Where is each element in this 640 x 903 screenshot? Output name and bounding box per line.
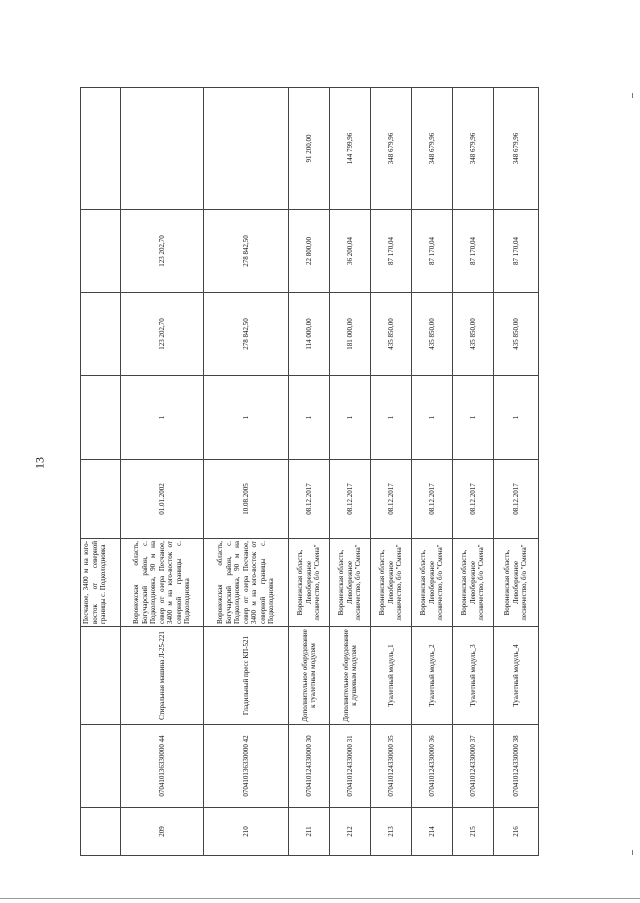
table-row	[453, 88, 494, 856]
acquisition-date: 08.12.2017	[453, 460, 494, 539]
initial-cost: 435 850,00	[371, 293, 412, 376]
asset-address: Воронежская область, Левобережное лесничество, б/о "Смена"	[371, 539, 412, 627]
asset-address: Воронежская область, Богучарский район, с. Подколодновка, 90 м на север от озера Песчаное, 3400 м на юго-восток от северной границы с. Подколодновка	[204, 539, 289, 627]
asset-name: Стиральная машина Л-25-221	[121, 627, 204, 725]
row-number: 214	[412, 808, 453, 856]
page-bottom-edge	[0, 898, 640, 899]
depreciation: 36 200,04	[330, 210, 371, 293]
quantity: 1	[494, 376, 539, 460]
depreciation: 87 170,04	[453, 210, 494, 293]
initial-cost: 278 842,50	[204, 293, 289, 376]
residual-value: 348 679,96	[371, 88, 412, 210]
asset-address: Песчаное, 3400 м на юго-восток от северной границы с. Подколодновка	[81, 539, 121, 627]
row-number	[81, 808, 121, 856]
initial-cost: 123 202,70	[121, 293, 204, 376]
inventory-code: 070410136330000 42	[204, 725, 289, 808]
quantity: 1	[330, 376, 371, 460]
initial-cost: 181 000,00	[330, 293, 371, 376]
asset-table-container	[80, 88, 529, 856]
residual-value: 144 799,96	[330, 88, 371, 210]
inventory-code: 070410124330000 38	[494, 725, 539, 808]
row-number: 216	[494, 808, 539, 856]
asset-name: Гладильный пресс КП-521	[204, 627, 289, 725]
scan-mark-bottom	[632, 850, 633, 855]
inventory-code: 070410124330000 37	[453, 725, 494, 808]
table-row	[494, 88, 539, 856]
initial-cost: 435 850,00	[453, 293, 494, 376]
asset-name	[81, 627, 121, 725]
row-number: 211	[289, 808, 330, 856]
asset-table-rotated	[80, 88, 529, 856]
acquisition-date: 08.12.2017	[371, 460, 412, 539]
initial-cost: 435 850,00	[412, 293, 453, 376]
asset-address: Воронежская область, Богучарский район, с. Подколодновка, 90 м на север от озера Песчаное, 3400 м на юго-восток от северной границы с. Подколодновка	[121, 539, 204, 627]
asset-name: Туалетный модуль_1	[371, 627, 412, 725]
depreciation: 278 842,50	[204, 210, 289, 293]
asset-address: Воронежская область, Левобережное лесничество, б/о "Смена"	[330, 539, 371, 627]
table-row	[289, 88, 330, 856]
acquisition-date: 08.12.2017	[494, 460, 539, 539]
row-number: 210	[204, 808, 289, 856]
row-number: 212	[330, 808, 371, 856]
asset-name: Дополнительное оборудование к туалетным модулям	[289, 627, 330, 725]
depreciation: 87 170,04	[494, 210, 539, 293]
asset-name: Дополнительное оборудование к душевым модулям	[330, 627, 371, 725]
initial-cost: 435 850,00	[494, 293, 539, 376]
quantity: 1	[412, 376, 453, 460]
inventory-code: 070410124330000 30	[289, 725, 330, 808]
residual-value	[81, 88, 121, 210]
initial-cost	[81, 293, 121, 376]
inventory-code	[81, 725, 121, 808]
table-row	[204, 88, 289, 856]
acquisition-date	[81, 460, 121, 539]
acquisition-date: 08.12.2017	[289, 460, 330, 539]
table-row	[330, 88, 371, 856]
table-row	[121, 88, 204, 856]
quantity	[81, 376, 121, 460]
quantity: 1	[289, 376, 330, 460]
table-row	[81, 88, 121, 856]
row-number: 209	[121, 808, 204, 856]
quantity: 1	[121, 376, 204, 460]
asset-table	[80, 87, 539, 856]
residual-value: 91 200,00	[289, 88, 330, 210]
residual-value	[121, 88, 204, 210]
asset-address: Воронежская область, Левобережное лесничество, б/о "Смена"	[412, 539, 453, 627]
row-number: 215	[453, 808, 494, 856]
depreciation: 87 170,04	[412, 210, 453, 293]
inventory-code: 070410136330000 44	[121, 725, 204, 808]
quantity: 1	[204, 376, 289, 460]
residual-value: 348 679,96	[412, 88, 453, 210]
acquisition-date: 10.08.2005	[204, 460, 289, 539]
asset-address: Воронежская область, Левобережное лесничество, б/о "Смена"	[289, 539, 330, 627]
page-number-text: 13	[32, 457, 47, 469]
table-row	[412, 88, 453, 856]
depreciation: 123 202,70	[121, 210, 204, 293]
residual-value	[204, 88, 289, 210]
row-number: 213	[371, 808, 412, 856]
initial-cost: 114 000,00	[289, 293, 330, 376]
depreciation	[81, 210, 121, 293]
asset-name: Туалетный модуль_4	[494, 627, 539, 725]
asset-name: Туалетный модуль_2	[412, 627, 453, 725]
acquisition-date: 01.01.2002	[121, 460, 204, 539]
depreciation: 22 800,00	[289, 210, 330, 293]
acquisition-date: 08.12.2017	[330, 460, 371, 539]
table-row	[371, 88, 412, 856]
inventory-code: 070410124330000 36	[412, 725, 453, 808]
asset-address: Воронежская область, Левобережное лесничество, б/о "Смена"	[453, 539, 494, 627]
quantity: 1	[371, 376, 412, 460]
depreciation: 87 170,04	[371, 210, 412, 293]
inventory-code: 070410124330000 31	[330, 725, 371, 808]
asset-name: Туалетный модуль_3	[453, 627, 494, 725]
quantity: 1	[453, 376, 494, 460]
residual-value: 348 679,96	[494, 88, 539, 210]
acquisition-date: 08.12.2017	[412, 460, 453, 539]
scan-mark-top	[632, 93, 633, 98]
inventory-code: 070410124330000 35	[371, 725, 412, 808]
residual-value: 348 679,96	[453, 88, 494, 210]
asset-address: Воронежская область, Левобережное лесничество, б/о "Смена"	[494, 539, 539, 627]
